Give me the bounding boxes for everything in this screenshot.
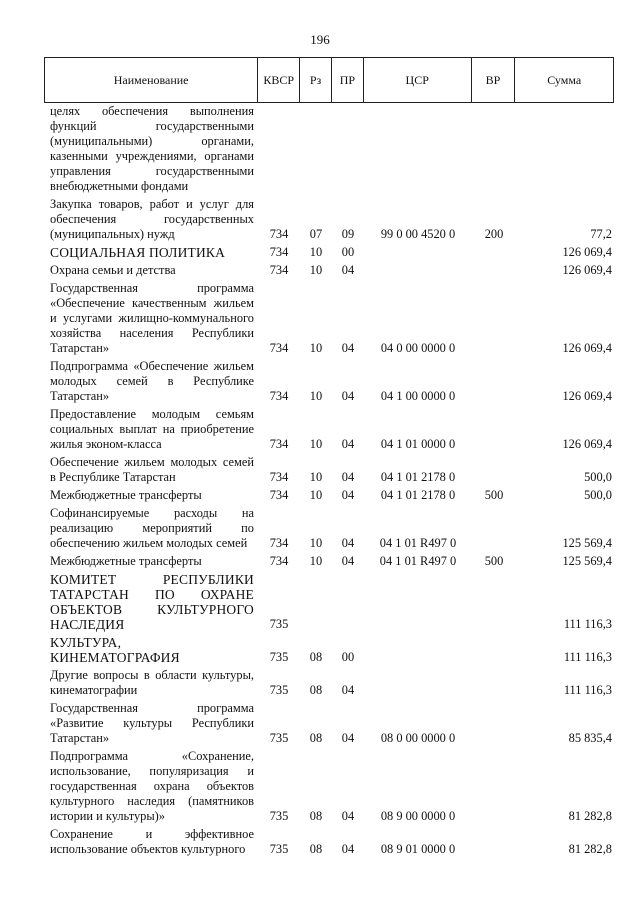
cell-kvsr: 734 bbox=[269, 389, 289, 403]
cell-kvsr: 734 bbox=[269, 245, 289, 259]
cell-vr: 200 bbox=[484, 227, 504, 241]
cell-sum: 81 282,8 bbox=[568, 842, 612, 856]
cell-csr: 04 1 01 R497 0 bbox=[379, 554, 457, 568]
cell-kvsr: 734 bbox=[269, 470, 289, 484]
table-row bbox=[44, 245, 614, 260]
cell-rz: 08 bbox=[309, 683, 323, 697]
cell-rz: 08 bbox=[309, 842, 323, 856]
cell-rz: 10 bbox=[309, 488, 323, 502]
table-header bbox=[44, 57, 614, 103]
cell-csr: 08 0 00 0000 0 bbox=[380, 731, 456, 745]
cell-pr: 04 bbox=[341, 554, 355, 568]
cell-sum: 126 069,4 bbox=[562, 389, 612, 403]
cell-csr: 04 0 00 0000 0 bbox=[380, 341, 456, 355]
page-number: 196 bbox=[310, 32, 330, 47]
cell-csr: 99 0 00 4520 0 bbox=[380, 227, 456, 241]
cell-csr: 04 1 01 2178 0 bbox=[380, 488, 456, 502]
table-row bbox=[44, 359, 614, 404]
table-row bbox=[44, 281, 614, 356]
header-name: Наименование bbox=[45, 58, 258, 102]
cell-kvsr: 734 bbox=[269, 554, 289, 568]
cell-vr: 500 bbox=[484, 554, 504, 568]
cell-sum: 125 569,4 bbox=[562, 536, 612, 550]
cell-rz: 10 bbox=[309, 341, 323, 355]
cell-sum: 77,2 bbox=[590, 227, 612, 241]
cell-vr: 500 bbox=[484, 488, 504, 502]
cell-sum: 85 835,4 bbox=[568, 731, 612, 745]
cell-rz: 08 bbox=[309, 809, 323, 823]
cell-sum: 126 069,4 bbox=[562, 341, 612, 355]
cell-pr: 04 bbox=[341, 536, 355, 550]
cell-kvsr: 735 bbox=[269, 809, 289, 823]
table-row bbox=[44, 506, 614, 551]
cell-name: Обеспечение жильем молодых семей в Республике Татарстан bbox=[50, 455, 254, 484]
table-row bbox=[44, 554, 614, 569]
table-body bbox=[44, 104, 614, 857]
cell-name: Межбюджетные трансферты bbox=[50, 554, 202, 568]
cell-pr: 04 bbox=[341, 842, 355, 856]
cell-rz: 10 bbox=[309, 536, 323, 550]
cell-sum: 126 069,4 bbox=[562, 437, 612, 451]
cell-pr: 04 bbox=[341, 437, 355, 451]
header-kvsr: КВСР bbox=[258, 58, 300, 102]
table-row bbox=[44, 749, 614, 824]
cell-name: Другие вопросы в области культуры, кинематографии bbox=[50, 668, 254, 697]
cell-sum: 111 116,3 bbox=[563, 617, 612, 631]
cell-name: Государственная программа «Развитие культуры Республики Татарстан» bbox=[50, 701, 254, 745]
cell-rz: 10 bbox=[309, 554, 323, 568]
cell-kvsr: 734 bbox=[269, 341, 289, 355]
cell-pr: 04 bbox=[341, 683, 355, 697]
header-rz: Рз bbox=[300, 58, 332, 102]
cell-rz: 08 bbox=[309, 731, 323, 745]
cell-kvsr: 734 bbox=[269, 488, 289, 502]
cell-sum: 126 069,4 bbox=[562, 263, 612, 277]
cell-name: Межбюджетные трансферты bbox=[50, 488, 202, 502]
cell-name: Подпрограмма «Обеспечение жильем молодых семей в Республике Татарстан» bbox=[50, 359, 254, 403]
table-row bbox=[44, 827, 614, 857]
header-pr: ПР bbox=[332, 58, 364, 102]
cell-name: КОМИТЕТ РЕСПУБЛИКИ ТАТАРСТАН ПО ОХРАНЕ ОБЪЕКТОВ КУЛЬТУРНОГО НАСЛЕДИЯ bbox=[50, 572, 254, 632]
cell-pr: 04 bbox=[341, 263, 355, 277]
table-row bbox=[44, 455, 614, 485]
cell-pr: 04 bbox=[341, 731, 355, 745]
cell-pr: 00 bbox=[341, 650, 355, 664]
header-sum: Сумма bbox=[547, 72, 582, 87]
cell-pr: 04 bbox=[341, 809, 355, 823]
cell-kvsr: 734 bbox=[269, 227, 289, 241]
cell-csr: 04 1 01 R497 0 bbox=[379, 536, 457, 550]
cell-csr: 04 1 01 2178 0 bbox=[380, 470, 456, 484]
budget-table bbox=[44, 57, 614, 860]
cell-kvsr: 735 bbox=[269, 617, 289, 631]
cell-kvsr: 735 bbox=[269, 650, 289, 664]
cell-csr: 04 1 01 0000 0 bbox=[380, 437, 456, 451]
table-row bbox=[44, 407, 614, 452]
cell-name: КУЛЬТУРА, КИНЕМАТОГРАФИЯ bbox=[50, 635, 180, 665]
cell-sum: 500,0 bbox=[584, 470, 612, 484]
cell-rz: 10 bbox=[309, 437, 323, 451]
cell-pr: 00 bbox=[341, 245, 355, 259]
cell-kvsr: 734 bbox=[269, 437, 289, 451]
cell-kvsr: 735 bbox=[269, 731, 289, 745]
cell-csr: 08 9 01 0000 0 bbox=[380, 842, 456, 856]
header-csr: ЦСР bbox=[364, 58, 472, 102]
cell-pr: 04 bbox=[341, 341, 355, 355]
cell-sum: 111 116,3 bbox=[563, 683, 612, 697]
cell-sum: 125 569,4 bbox=[562, 554, 612, 568]
cell-name: Сохранение и эффективное использование объектов культурного bbox=[50, 827, 254, 856]
cell-pr: 04 bbox=[341, 470, 355, 484]
cell-pr: 09 bbox=[341, 227, 355, 241]
cell-name: Закупка товаров, работ и услуг для обеспечения государственных (муниципальных) нужд bbox=[50, 197, 254, 241]
cell-name: Софинансируемые расходы на реализацию мероприятий по обеспечению жильем молодых семей bbox=[50, 506, 254, 550]
cell-name: Предоставление молодым семьям социальных выплат на приобретение жилья эконом-класса bbox=[50, 407, 254, 451]
table-row bbox=[44, 197, 614, 242]
cell-name: Подпрограмма «Сохранение, использование, популяризация и государственная охрана объектов культурного наследия (памятников истории и культуры)» bbox=[50, 749, 254, 823]
table-row bbox=[44, 701, 614, 746]
table-row bbox=[44, 668, 614, 698]
table-row bbox=[44, 263, 614, 278]
cell-rz: 07 bbox=[309, 227, 323, 241]
table-row bbox=[44, 635, 614, 665]
cell-kvsr: 734 bbox=[269, 536, 289, 550]
cell-name: Государственная программа «Обеспечение качественным жильем и услугами жилищно-коммунального хозяйства населения Республики Татарстан» bbox=[50, 281, 254, 355]
header-vr: ВР bbox=[472, 58, 516, 102]
cell-name: СОЦИАЛЬНАЯ ПОЛИТИКА bbox=[50, 245, 226, 260]
cell-rz: 08 bbox=[309, 650, 323, 664]
cell-rz: 10 bbox=[309, 245, 323, 259]
table-row bbox=[44, 488, 614, 503]
table-row bbox=[44, 104, 614, 194]
cell-sum: 111 116,3 bbox=[563, 650, 612, 664]
cell-pr: 04 bbox=[341, 488, 355, 502]
cell-sum: 500,0 bbox=[584, 488, 612, 502]
cell-csr: 08 9 00 0000 0 bbox=[380, 809, 456, 823]
cell-name: Охрана семьи и детства bbox=[50, 263, 176, 277]
cell-pr: 04 bbox=[341, 389, 355, 403]
cell-name: целях обеспечения выполнения функций государственными (муниципальными) органами, казенными учреждениями, органами управления государственными внебюджетными фондами bbox=[50, 104, 254, 193]
cell-kvsr: 735 bbox=[269, 842, 289, 856]
cell-rz: 10 bbox=[309, 470, 323, 484]
cell-sum: 81 282,8 bbox=[568, 809, 612, 823]
cell-csr: 04 1 00 0000 0 bbox=[380, 389, 456, 403]
table-row bbox=[44, 572, 614, 632]
cell-kvsr: 734 bbox=[269, 263, 289, 277]
cell-rz: 10 bbox=[309, 389, 323, 403]
cell-sum: 126 069,4 bbox=[562, 245, 612, 259]
cell-rz: 10 bbox=[309, 263, 323, 277]
cell-kvsr: 735 bbox=[269, 683, 289, 697]
